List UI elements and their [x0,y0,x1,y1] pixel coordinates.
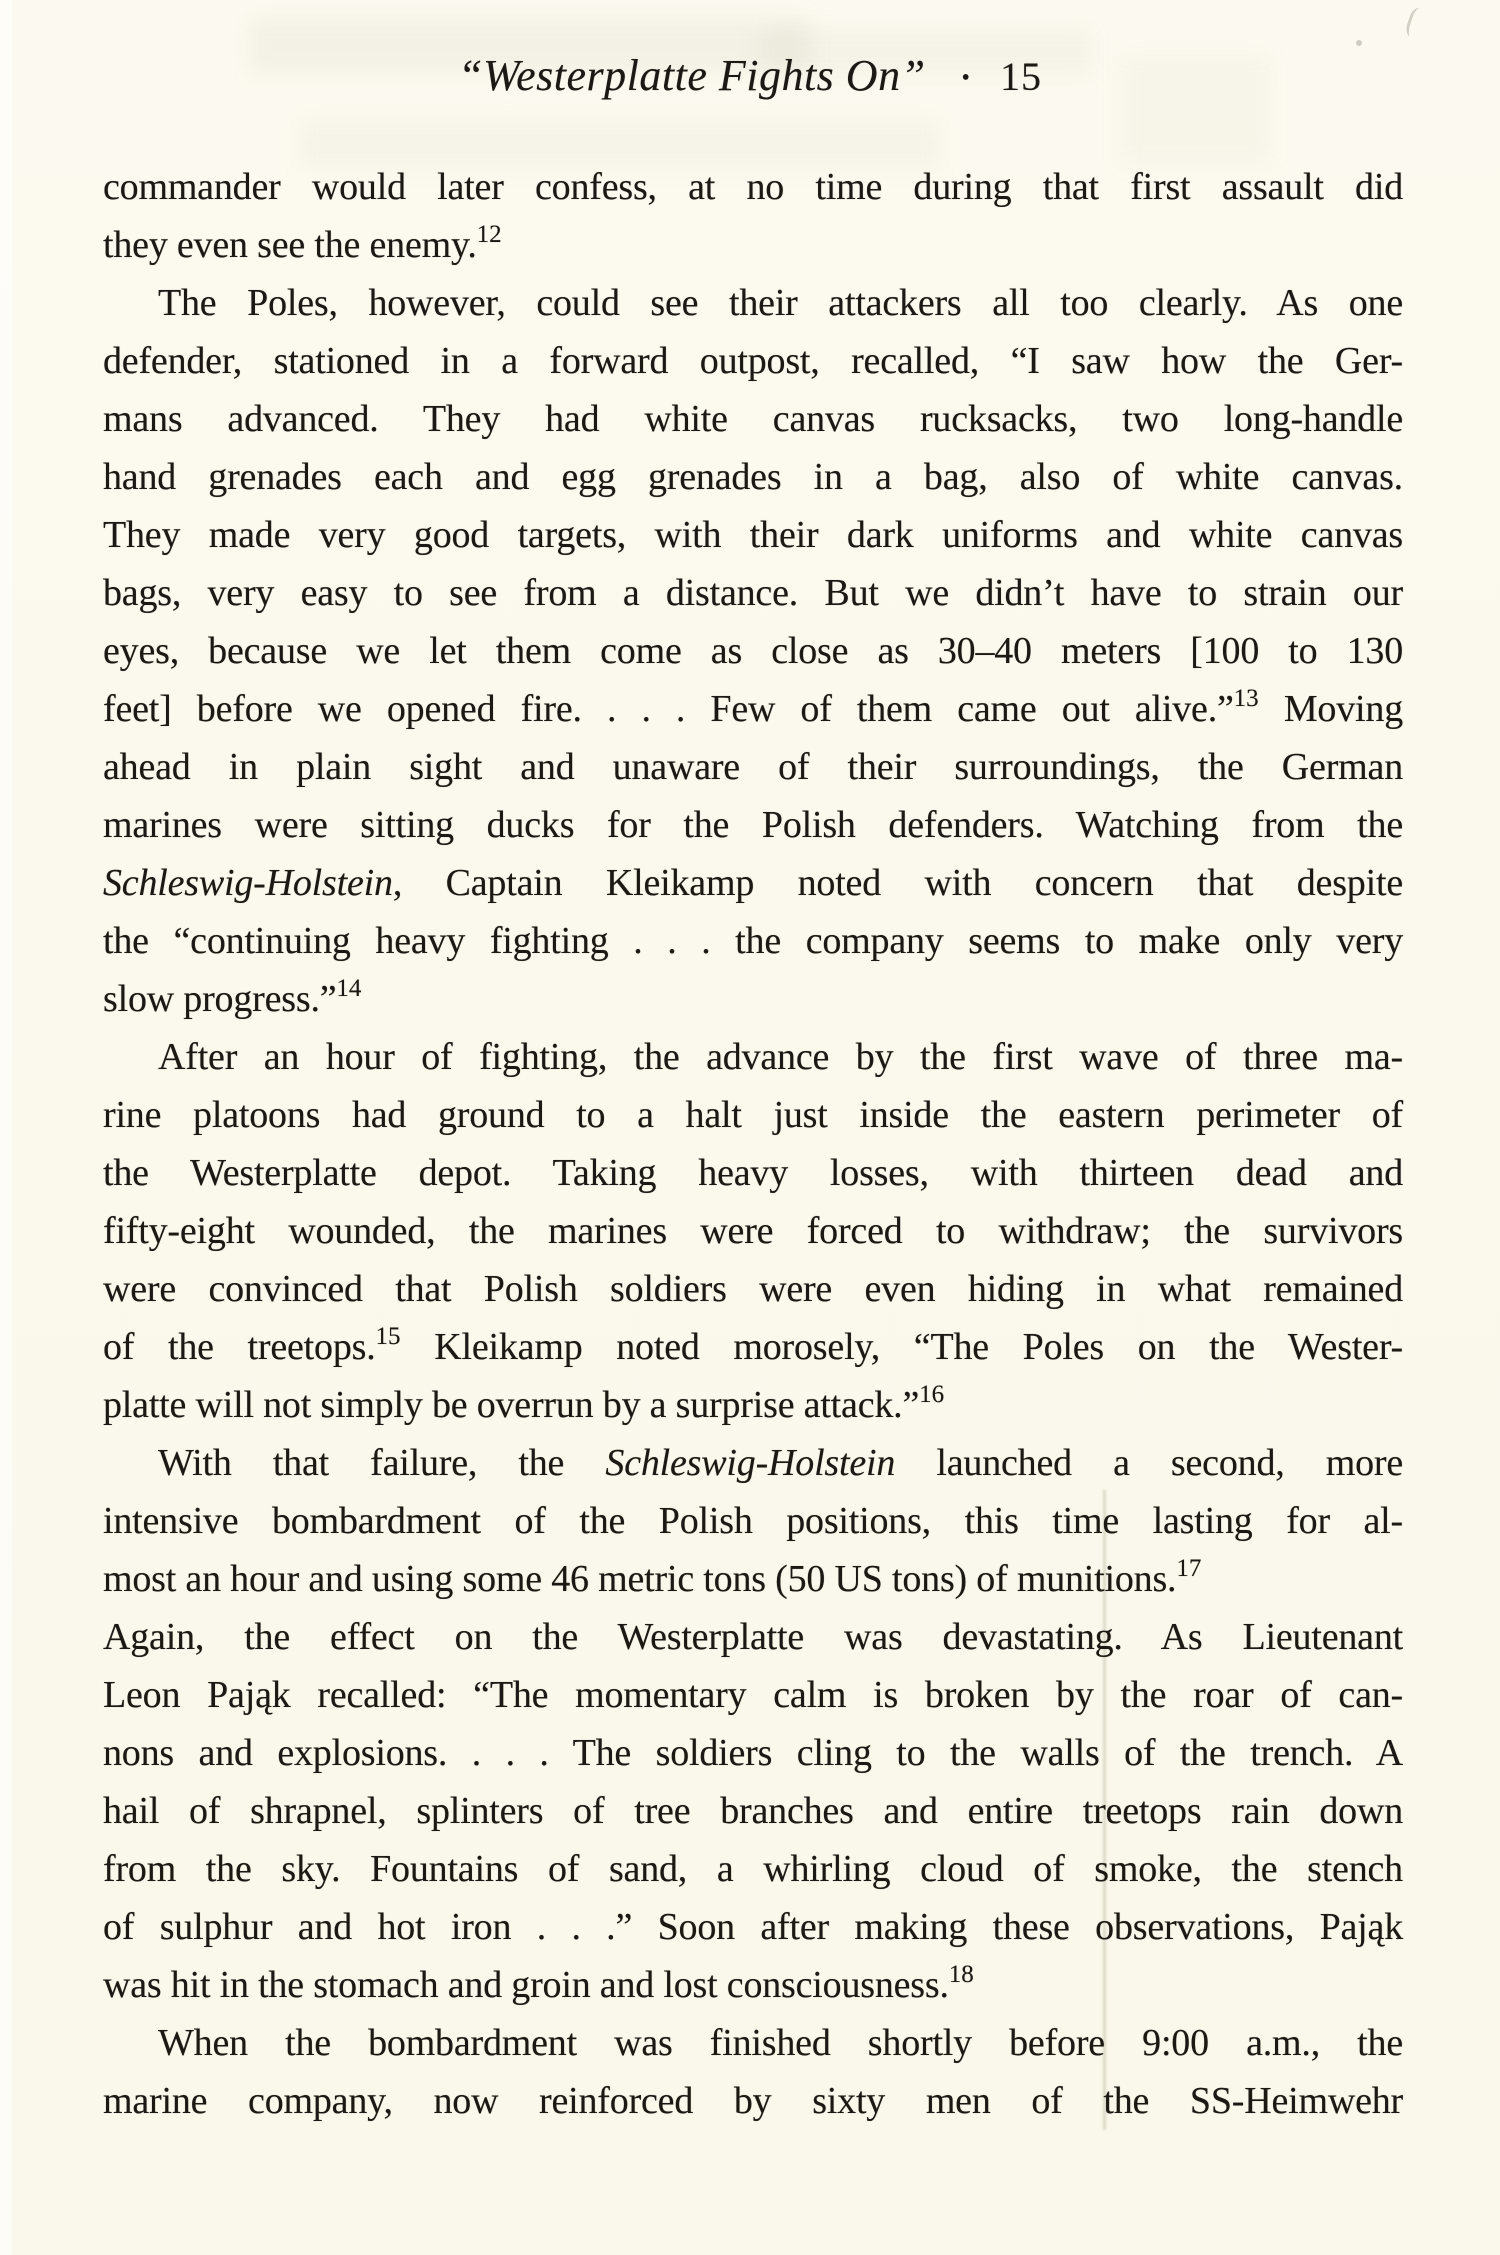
body-line [103,1956,1403,2014]
text-segment: most an hour and using some 46 metric tons (50 US tons) of munitions. [103,1558,1177,1600]
body-line [103,854,1403,912]
body-line [103,738,1403,796]
text-segment: marines were sitting ducks for the Polish defenders. Watching from the [103,804,1403,846]
text-segment: Kleikamp noted morosely, “The Poles on the Wester- [400,1326,1403,1368]
italic-text: Schleswig-Holstein [605,1442,896,1484]
chapter-title: “Westerplatte Fights On” [458,51,926,100]
body-line [103,680,1403,738]
footnote-reference: 12 [476,221,502,248]
text-segment: After an hour of fighting, the advance by the first wave of three ma- [158,1036,1403,1078]
body-line [103,1724,1403,1782]
text-segment: bags, very easy to see from a distance. But we didn’t have to strain our [103,572,1403,614]
text-segment: feet] before we opened fire. . . . Few of them came out alive.” [103,688,1234,730]
body-line [103,622,1403,680]
text-segment: of sulphur and hot iron . . .” Soon after making these observations, Pająk [103,1906,1403,1948]
text-segment: Leon Pająk recalled: “The momentary calm is broken by the roar of can- [103,1674,1403,1716]
body-line [103,332,1403,390]
text-segment: marine company, now reinforced by sixty men of the SS-Heimwehr [103,2080,1403,2122]
text-segment: With that failure, the [158,1442,606,1484]
footnote-reference: 14 [336,975,362,1002]
body-line [103,912,1403,970]
text-segment: the “continuing heavy fighting . . . the company seems to make only very [103,920,1403,962]
body-line [103,448,1403,506]
text-segment: of the treetops. [103,1326,376,1368]
body-line [103,1434,1403,1492]
text-segment: was hit in the stomach and groin and lost consciousness. [103,1964,949,2006]
body-line [103,216,1403,274]
text-segment: , Captain Kleikamp noted with concern that despite [392,862,1403,904]
text-segment: hail of shrapnel, splinters of tree branches and entire treetops rain down [103,1790,1403,1832]
header-bullet-separator: • [961,65,970,91]
text-segment: eyes, because we let them come as close as 30–40 meters [100 to 130 [103,630,1403,672]
footnote-reference: 18 [948,1961,974,1988]
body-text [103,158,1403,2130]
body-line [103,1492,1403,1550]
footnote-reference: 16 [919,1381,945,1408]
text-segment: commander would later confess, at no time during that first assault did [103,166,1403,208]
footnote-reference: 13 [1233,685,1259,712]
text-segment: When the bombardment was finished shortly before 9:00 a.m., the [158,2022,1403,2064]
text-segment: Again, the effect on the Westerplatte was devastating. As Lieutenant [103,1616,1403,1658]
body-line [103,158,1403,216]
body-line [103,1666,1403,1724]
running-head [100,44,1400,118]
body-line [103,1202,1403,1260]
footnote-reference: 17 [1176,1555,1202,1582]
body-line [103,1898,1403,1956]
body-line [103,1260,1403,1318]
text-segment: intensive bombardment of the Polish positions, this time lasting for al- [103,1500,1403,1542]
text-segment: mans advanced. They had white canvas rucksacks, two long-handle [103,398,1403,440]
body-line [103,2014,1403,2072]
body-line [103,2072,1403,2130]
body-line [103,1318,1403,1376]
text-segment: slow progress.” [103,978,337,1020]
text-segment: platte will not simply be overrun by a surprise attack.” [103,1384,920,1426]
text-segment: launched a second, more [895,1442,1403,1484]
pencil-mark-artifact [1404,6,1429,40]
text-segment: fifty-eight wounded, the marines were forced to withdraw; the survivors [103,1210,1403,1252]
body-line [103,1086,1403,1144]
footnote-reference: 15 [375,1323,401,1350]
body-line [103,564,1403,622]
body-line [103,1840,1403,1898]
body-line [103,1782,1403,1840]
body-line [103,1144,1403,1202]
text-segment: they even see the enemy. [103,224,477,266]
text-segment: hand grenades each and egg grenades in a bag, also of white canvas. [103,456,1403,498]
text-segment: They made very good targets, with their dark uniforms and white canvas [103,514,1403,556]
page-edge [0,0,12,2255]
body-line [103,1608,1403,1666]
text-segment: defender, stationed in a forward outpost, recalled, “I saw how the Ger- [103,340,1403,382]
body-line [103,970,1403,1028]
text-segment: nons and explosions. . . . The soldiers cling to the walls of the trench. A [103,1732,1403,1774]
body-line [103,796,1403,854]
text-segment: rine platoons had ground to a halt just inside the eastern perimeter of [103,1094,1403,1136]
page-number: 15 [999,54,1042,99]
body-line [103,506,1403,564]
text-segment: The Poles, however, could see their attackers all too clearly. As one [158,282,1403,324]
body-line [103,390,1403,448]
italic-text: Schleswig-Holstein [103,862,393,904]
body-line [103,1376,1403,1434]
text-segment: were convinced that Polish soldiers were even hiding in what remained [103,1268,1403,1310]
text-segment: ahead in plain sight and unaware of their surroundings, the German [103,746,1403,788]
body-line [103,1028,1403,1086]
text-segment: from the sky. Fountains of sand, a whirling cloud of smoke, the stench [103,1848,1403,1890]
body-line [103,274,1403,332]
text-segment: Moving [1258,688,1403,730]
body-line [103,1550,1403,1608]
text-segment: the Westerplatte depot. Taking heavy losses, with thirteen dead and [103,1152,1403,1194]
